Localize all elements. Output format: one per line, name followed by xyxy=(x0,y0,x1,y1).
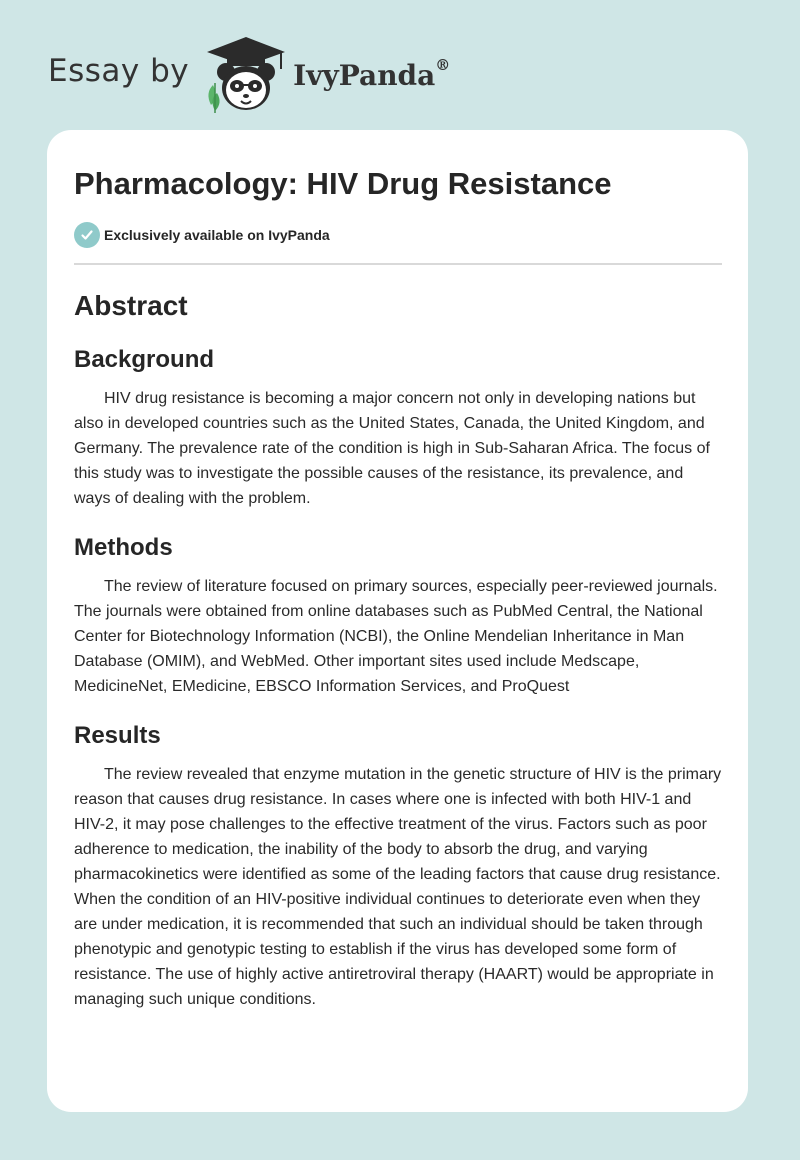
brand-name[interactable] xyxy=(293,56,451,92)
essay-by-label: Essay by xyxy=(48,53,190,89)
title-divider xyxy=(74,263,722,265)
abstract-heading: Abstract xyxy=(74,290,188,321)
section-results xyxy=(74,721,722,1012)
section-paragraph: The review revealed that enzyme mutation in the genetic structure of HIV is the primary reason that causes drug resistance. In cases where one is infected with both HIV-1 and HIV-2, it may pose challenges to the effective treatment of the virus. Factors such as poor adherence to medication, the inability of the body to absorb the drug, and varying pharmacokinetics were identified as some of the leading factors that cause drug resistance. When the condition of an HIV-positive individual continues to deteriorate even when they are under medication, it is recommended that such an individual should be taken through phenotypic and genotypic testing to establish if the virus has developed some form of resistance. The use of highly active antiretroviral therapy (HAART) would be appropriate in managing such unique conditions. xyxy=(74,766,722,1008)
section-heading: Methods xyxy=(74,534,173,561)
panda-graduate-icon[interactable] xyxy=(203,35,289,113)
site-header xyxy=(48,34,450,114)
section-heading: Background xyxy=(74,346,215,373)
section-paragraph: The review of literature focused on primary sources, especially peer-reviewed journals. The journals were obtained from online databases such as PubMed Central, the National Center for Biotechnology Information (NCBI), the Online Mendelian Inheritance in Man Database (OMIM), and WebMed. Other important sites used include Medscape, MedicineNet, EMedicine, EBSCO Information Services, and ProQuest xyxy=(74,578,718,695)
essay-card xyxy=(47,130,748,1112)
check-circle-icon xyxy=(74,222,100,248)
section-methods xyxy=(74,533,722,699)
page-title: Pharmacology: HIV Drug Resistance xyxy=(74,166,612,201)
exclusive-badge xyxy=(74,220,722,250)
section-background xyxy=(74,345,722,511)
section-paragraph: HIV drug resistance is becoming a major concern not only in developing nations but also in developed countries such as the United States, Canada, the United Kingdom, and Germany. The prevalence rate of the condition is high in Sub-Saharan Africa. The focus of this study was to investigate the possible causes of the resistance, its prevalence, and ways of dealing with the problem. xyxy=(74,390,710,507)
brand-name-text: IvyPanda xyxy=(293,58,436,92)
section-heading: Results xyxy=(74,722,161,749)
registered-mark: ® xyxy=(435,56,451,75)
essay-content xyxy=(74,166,722,1012)
exclusive-badge-text: Exclusively available on IvyPanda xyxy=(104,227,330,243)
